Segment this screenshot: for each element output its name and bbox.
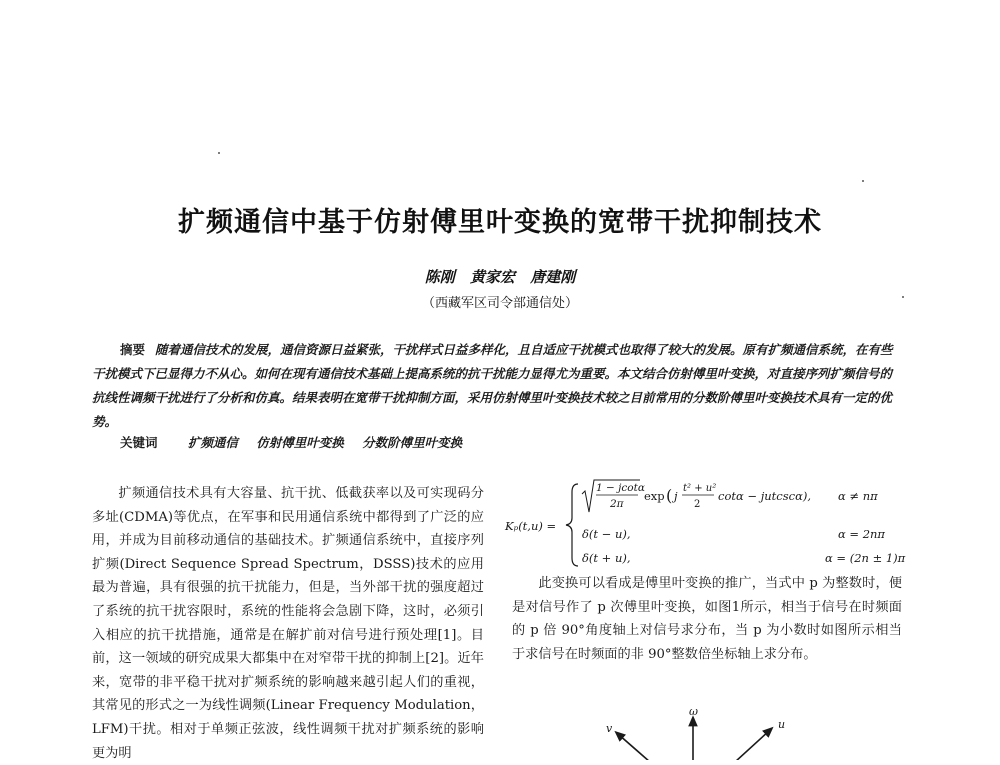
scan-speck (902, 296, 904, 298)
affiliation: （西藏军区司令部通信处） (421, 296, 578, 311)
abstract-label: 摘要 (120, 342, 146, 357)
left-column (92, 482, 484, 765)
keywords (120, 433, 462, 451)
condition-2: α = 2nπ (838, 527, 885, 541)
sqrt-numerator: 1 − jcotα (596, 482, 645, 494)
case-3: δ(t + u), (582, 551, 631, 565)
case-2: δ(t − u), (582, 527, 631, 541)
formula-tail: cotα − jutcscα), (718, 489, 811, 503)
u-axis (735, 730, 770, 760)
keyword-item: 分数阶傅里叶变换 (362, 435, 463, 450)
j-text: j (674, 489, 678, 503)
body-paragraph: 此变换可以看成是傅里叶变换的推广，当式中 p 为整数时，便是对信号作了 p 次傅里叶变换，如图1所示，相当于信号在时频面的 p 倍 90°角度轴上对信号求分布，当 p 为小数时如图所示相当于求信号在时频面的非 90°整数倍坐标轴上求分布。 (512, 576, 902, 662)
kernel-formula (500, 478, 910, 570)
brace (566, 484, 578, 566)
sqrt-denominator: 2π (610, 498, 624, 510)
frac-numerator: t² + u² (683, 483, 717, 494)
v-axis (618, 734, 650, 760)
right-column (512, 572, 902, 666)
paper-title: 扩频通信中基于仿射傅里叶变换的宽带干扰抑制技术 (178, 207, 822, 238)
scan-speck (218, 152, 220, 154)
omega-label: ω (689, 705, 698, 718)
abstract-text: 随着通信技术的发展，通信资源日益紧张，干扰样式日益多样化，且自适应干扰模式也取得了较大的发展。原有扩频通信系统，在有些干扰模式下已显得力不从心。如何在现有通信技术基础上提高系统的抗干扰能力显得尤为重要。本文结合仿射傅里叶变换，对直接序列扩频信号的抗线性调频干扰进行了分析和仿真。结果表明在宽带干扰抑制方面，采用仿射傅里叶变换技术较之目前常用的分数阶傅里叶变换技术具有一定的优势。 (92, 342, 893, 429)
condition-3: α = (2n ± 1)π (825, 551, 906, 565)
scan-speck (862, 180, 864, 182)
keyword-item: 扩频通信 (187, 435, 238, 450)
keywords-label: 关键词 (120, 435, 158, 450)
time-frequency-axes-figure (560, 700, 820, 760)
body-paragraph: 扩频通信技术具有大容量、抗干扰、低截获率以及可实现码分多址(CDMA)等优点，在军事和民用通信系统中都得到了广泛的应用，并成为目前移动通信的基础技术。扩频通信系统中，直接序列扩频(Direct Sequence Spread Spectrum，DSSS)技术的应用最为普遍，具有很强的抗干扰能力，但是，当外部干扰的强度超过了系统的抗干扰容限时，系统的性能将会急剧下降，这时，必须引入相应的抗干扰措施，通常是在解扩前对信号进行预处理[1]。目前，这一领域的研究成果大都集中在对窄带干扰的抑制上[2]。近年来，宽带的非平稳干扰对扩频系统的影响越来越引起人们的重视，其常见的形式之一为线性调频(Linear Frequency Modulation，LFM)干扰。相对于单频正弦波，线性调频干扰对扩频系统的影响更为明 (92, 486, 484, 761)
exp-text: exp (644, 489, 665, 503)
open-paren: ( (666, 486, 673, 505)
abstract (92, 338, 904, 434)
condition-1: α ≠ nπ (838, 489, 878, 503)
keyword-item: 仿射傅里叶变换 (256, 435, 344, 450)
author-list: 陈刚 黄家宏 唐建刚 (424, 268, 576, 286)
frac-denominator: 2 (694, 499, 701, 510)
formula-lhs: Kₚ(t,u) = (505, 519, 557, 533)
u-label: u (778, 718, 786, 731)
v-label: v (606, 722, 613, 735)
